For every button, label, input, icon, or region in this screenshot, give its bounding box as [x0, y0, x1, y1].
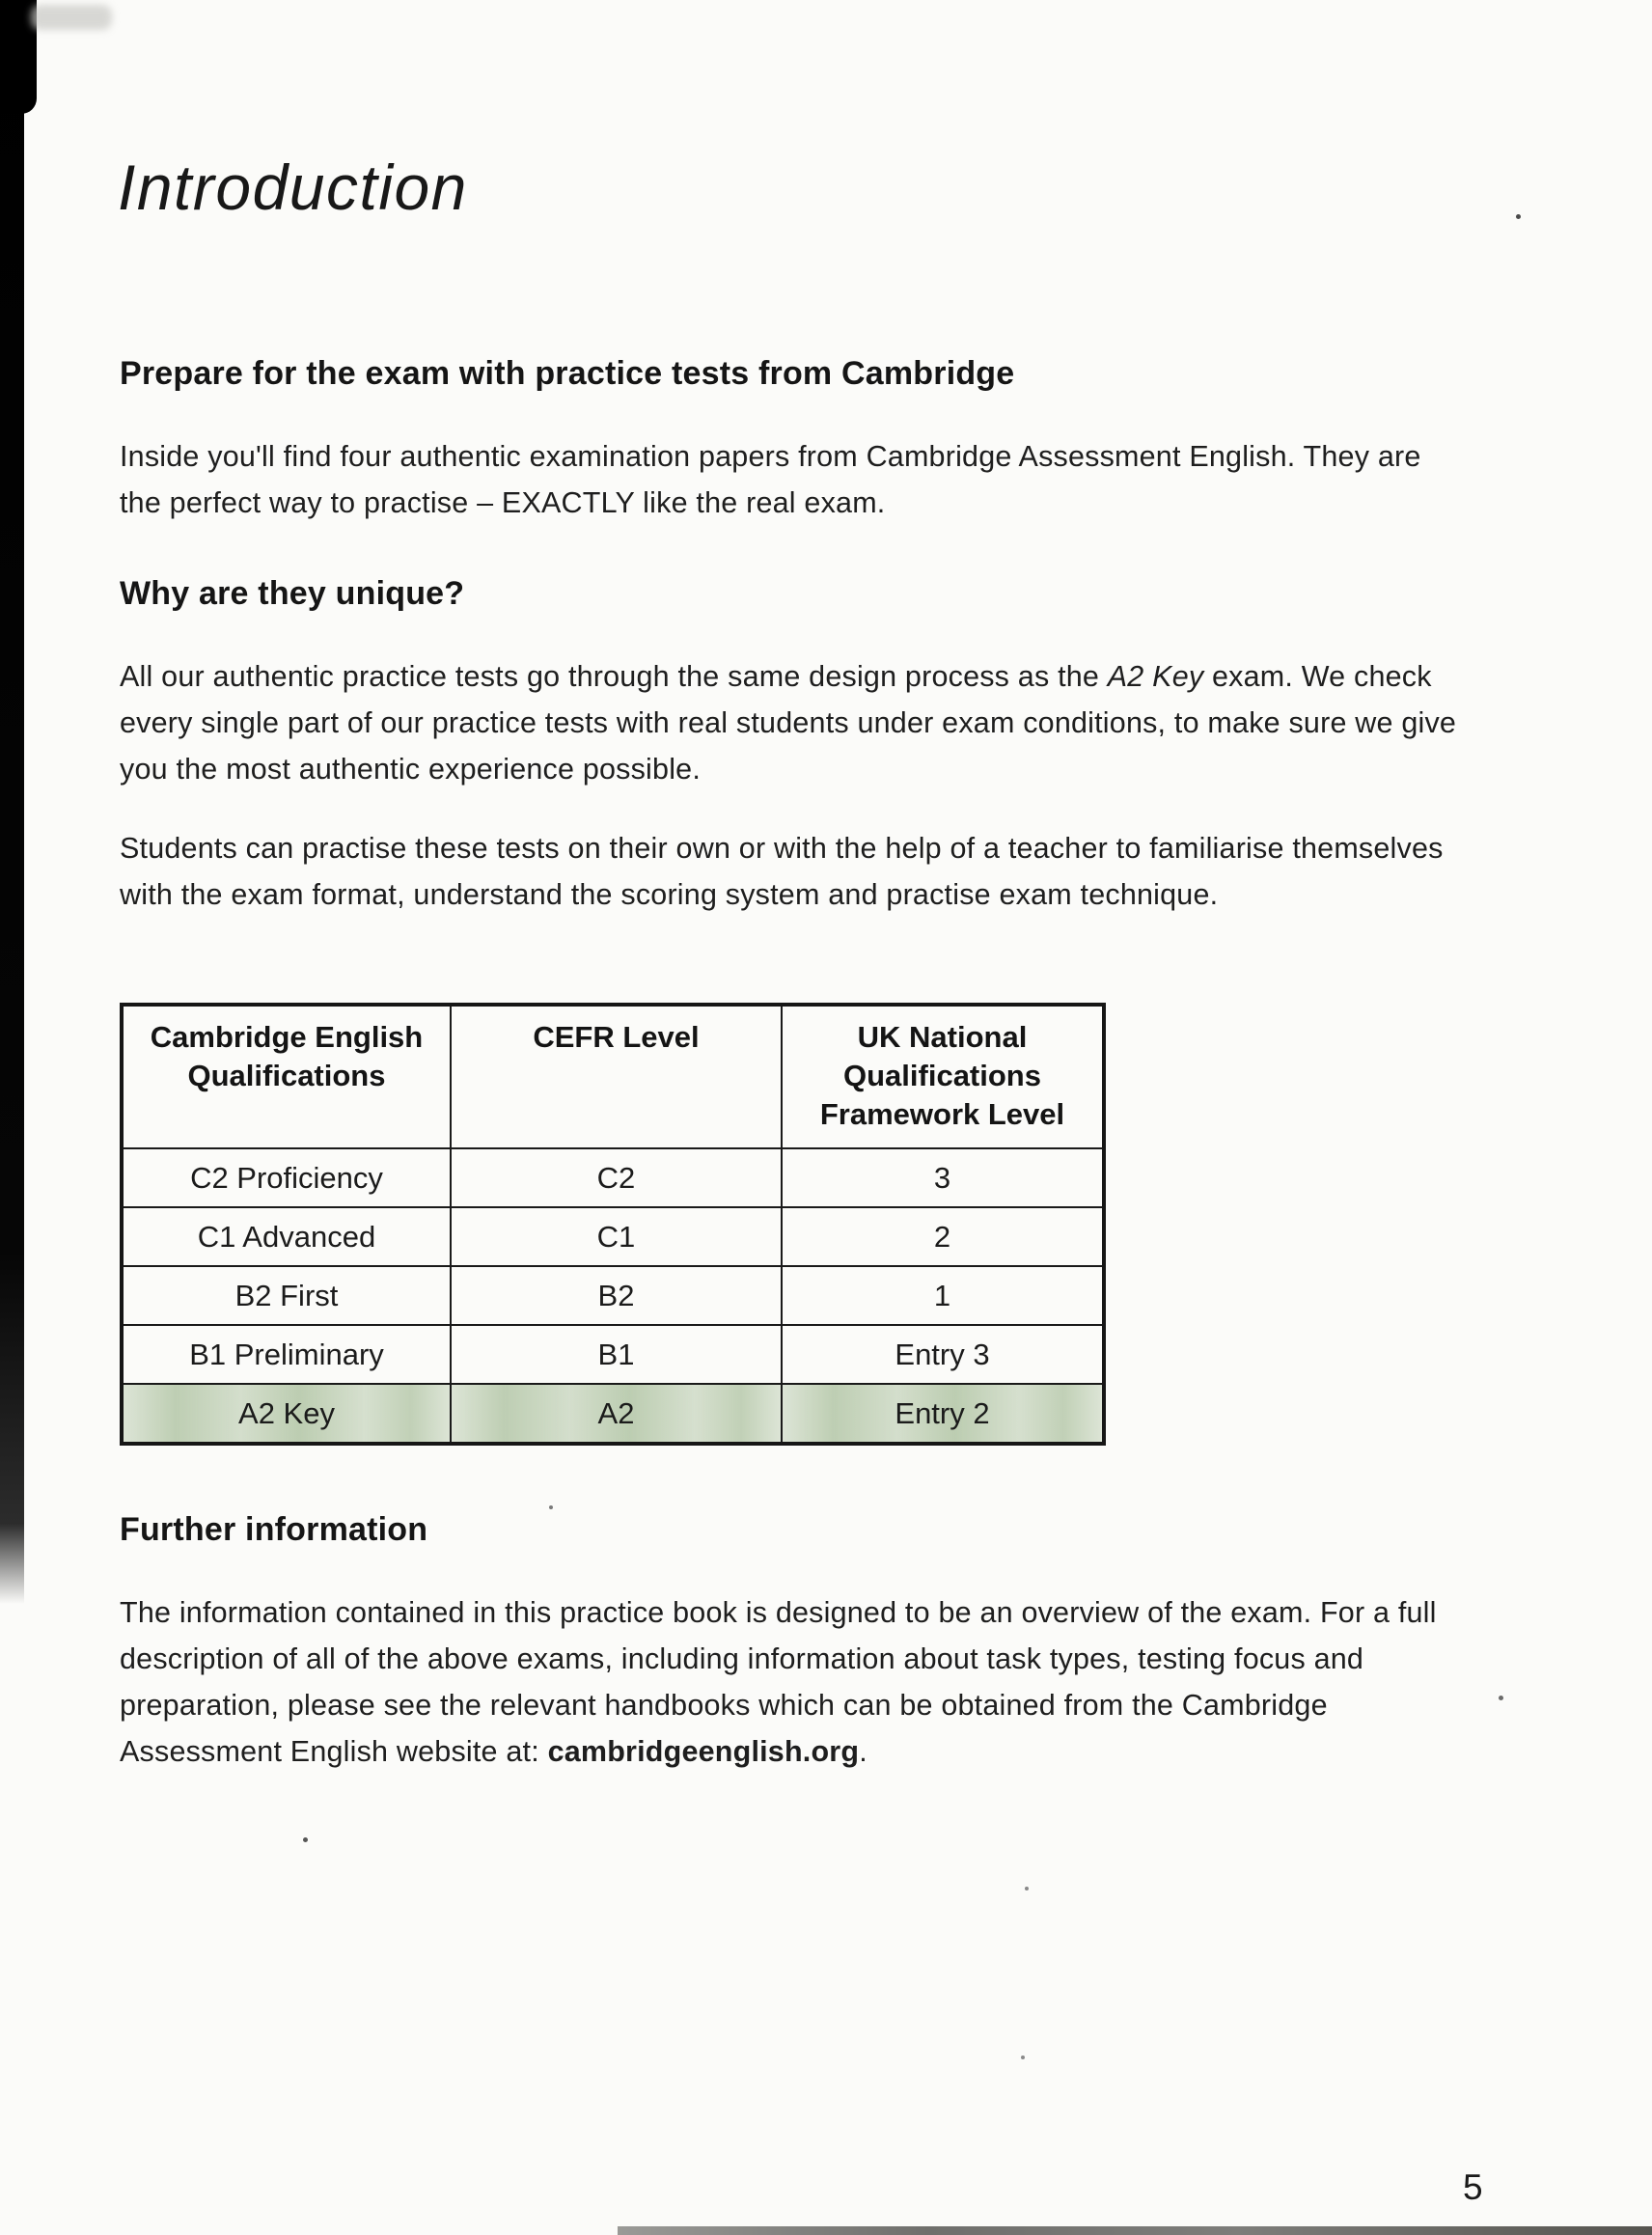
- exam-name-italic: A2 Key: [1107, 660, 1204, 693]
- website-url-bold: cambridgeenglish.org: [547, 1735, 860, 1768]
- scan-speck: [1516, 214, 1521, 219]
- page-number: 5: [1463, 2167, 1483, 2207]
- section-prepare: [120, 355, 1471, 526]
- paragraph-design-process: [120, 653, 1471, 792]
- table-cell: B1 Preliminary: [122, 1325, 451, 1384]
- paragraph-text: .: [859, 1735, 867, 1768]
- scan-speck: [1499, 1696, 1503, 1700]
- table-header-cell-cefr: CEFR Level: [451, 1005, 782, 1148]
- table-cell: Entry 2: [782, 1384, 1104, 1444]
- table-row: [122, 1325, 1104, 1384]
- section-heading-why-unique: Why are they unique?: [120, 575, 465, 612]
- section-heading-prepare: Prepare for the exam with practice tests from Cambridge: [120, 355, 1015, 392]
- paragraph-further-information: [120, 1589, 1471, 1775]
- paragraph-text: All our authentic practice tests go through the same design process as the: [120, 660, 1108, 693]
- scan-speck: [1021, 2056, 1025, 2059]
- table-cell: 1: [782, 1266, 1104, 1325]
- scan-smudge: [31, 5, 112, 30]
- table-header-row: [122, 1005, 1104, 1148]
- section-further-information: [120, 1511, 1471, 1775]
- table-row: [122, 1207, 1104, 1266]
- table-cell: B1: [451, 1325, 782, 1384]
- paragraph-prepare: Inside you'll find four authentic examination papers from Cambridge Assessment English. They are the perfect way to practise – EXACTLY like the real exam.: [120, 440, 1421, 519]
- table-row: [122, 1266, 1104, 1325]
- paragraph-text: exam. We check every single part of our practice tests with real students under exam conditions, to make sure we give you the most authentic experience possible.: [120, 660, 1457, 786]
- scan-speck: [549, 1505, 553, 1509]
- qualifications-table: [120, 1003, 1106, 1446]
- table-cell: C1: [451, 1207, 782, 1266]
- table-cell: A2: [451, 1384, 782, 1444]
- paragraph-text: The information contained in this practice book is designed to be an overview of the exam. For a full description of all of the above exams, including information about task types, testing focus and preparation, please see the relevant handbooks which can be obtained from the Cambridge Assessment English website at:: [120, 1596, 1437, 1768]
- page-title: Introduction: [118, 152, 468, 223]
- table-cell: 3: [782, 1148, 1104, 1207]
- table-cell: 2: [782, 1207, 1104, 1266]
- scan-speck: [303, 1837, 308, 1842]
- qualifications-table-container: [120, 1003, 1106, 1446]
- table-cell: C1 Advanced: [122, 1207, 451, 1266]
- section-why-unique: [120, 575, 1471, 918]
- table-header-cell-qualifications: Cambridge English Qualifications: [122, 1005, 451, 1148]
- section-heading-further-information: Further information: [120, 1511, 428, 1548]
- scan-edge-artifact-left: [0, 0, 24, 1604]
- table-cell: B2 First: [122, 1266, 451, 1325]
- table-cell: C2: [451, 1148, 782, 1207]
- scan-speck: [1025, 1887, 1029, 1890]
- table-header-cell-uk-framework: UK National Qualifications Framework Level: [782, 1005, 1104, 1148]
- table-row-highlighted-a2-key: [122, 1384, 1104, 1444]
- table-row: [122, 1148, 1104, 1207]
- table-cell: Entry 3: [782, 1325, 1104, 1384]
- table-cell: A2 Key: [122, 1384, 451, 1444]
- scan-edge-artifact-bottom: [618, 2226, 1652, 2235]
- table-cell: B2: [451, 1266, 782, 1325]
- table-cell: C2 Proficiency: [122, 1148, 451, 1207]
- paragraph-students-practise: Students can practise these tests on their own or with the help of a teacher to familiarise themselves with the exam format, understand the scoring system and practise exam technique.: [120, 832, 1444, 911]
